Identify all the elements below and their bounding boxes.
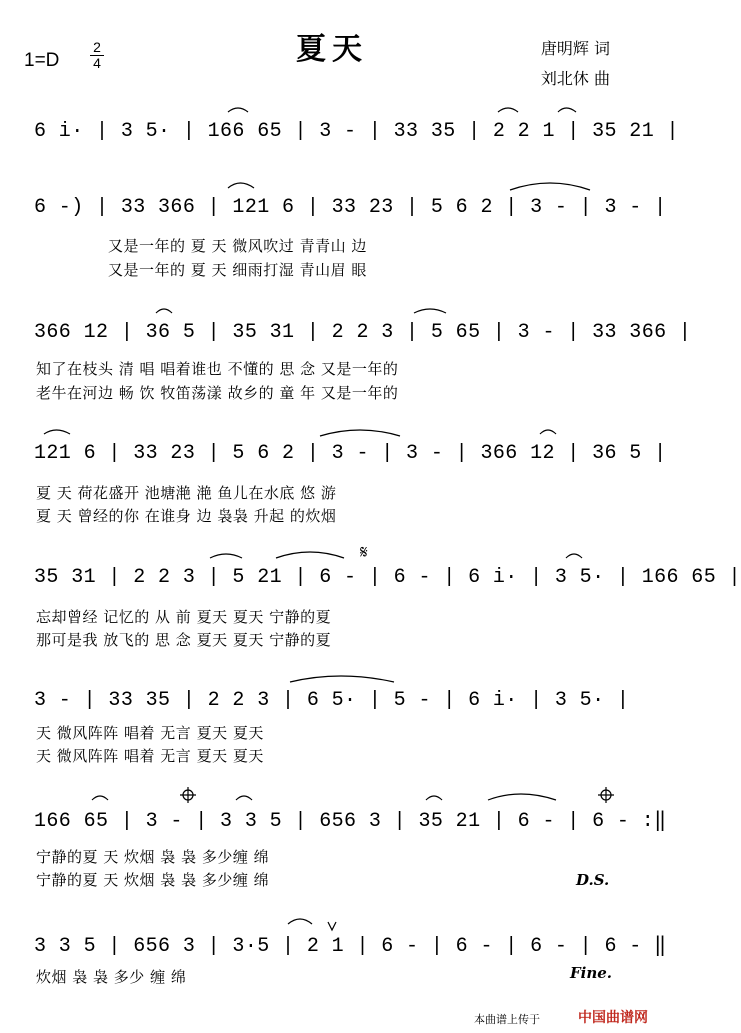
- lyrics-line-5a: 忘却曾经 记忆的 从 前 夏天 夏天 宁静的夏: [36, 608, 332, 626]
- notation-line-8: 3 3 5 | 656 3 | 3·5 | 2 1 | 6 - | 6 - | 6 - | 6 - ‖: [34, 935, 667, 958]
- page-title: 夏天: [296, 32, 368, 67]
- slur-mark: [566, 554, 582, 558]
- ds-marking: D.S.: [576, 871, 610, 889]
- slur-mark: [488, 794, 556, 800]
- slur-mark: [320, 430, 400, 436]
- slur-mark: [414, 309, 446, 313]
- slur-mark: [540, 430, 556, 434]
- footer-upload-text: 本曲谱上传于: [474, 1013, 540, 1026]
- slur-mark: [498, 108, 518, 112]
- breath-mark: [328, 922, 336, 930]
- lyrics-line-8: 炊烟 袅 袅 多少 缠 绵: [36, 968, 187, 986]
- fine-marking: Fine.: [570, 964, 613, 982]
- slur-mark: [288, 919, 312, 924]
- notation-line-4: 121 6 | 33 23 | 5 6 2 | 3 - | 3 - | 366 12 | 36 5 |: [34, 442, 667, 465]
- lyrics-line-3b: 老牛在河边 畅 饮 牧笛荡漾 故乡的 童 年 又是一年的: [36, 384, 399, 402]
- notation-line-2: 6 -) | 33 366 | 121 6 | 33 23 | 5 6 2 | 3 - | 3 - |: [34, 196, 667, 219]
- key-signature: 1=D: [24, 50, 60, 71]
- lyrics-line-7b: 宁静的夏 天 炊烟 袅 袅 多少缠 绵: [36, 871, 270, 889]
- slur-mark: [228, 183, 254, 188]
- slur-mark: [290, 676, 394, 682]
- lyrics-line-2a: 又是一年的 夏 天 微风吹过 青青山 边: [108, 237, 367, 255]
- slur-mark: [236, 796, 252, 800]
- slur-mark: [558, 108, 576, 112]
- composer-credit: 刘北休 曲: [540, 69, 610, 88]
- lyrics-line-3a: 知了在枝头 清 唱 唱着谁也 不懂的 思 念 又是一年的: [36, 360, 399, 378]
- slur-mark: [210, 554, 242, 558]
- lyrics-line-5b: 那可是我 放飞的 思 念 夏天 夏天 宁静的夏: [36, 631, 332, 649]
- lyrics-line-6b: 天 微风阵阵 唱着 无言 夏天 夏天: [36, 747, 264, 765]
- time-sig-top: 2: [93, 39, 101, 55]
- lyrics-line-6a: 天 微风阵阵 唱着 无言 夏天 夏天: [36, 724, 264, 742]
- slur-mark: [156, 309, 172, 313]
- notation-line-5: 35 31 | 2 2 3 | 5 21 | 6 - | 6 - | 6 i· | 3 5· | 166 65 |: [34, 566, 741, 589]
- notation-line-6: 3 - | 33 35 | 2 2 3 | 6 5· | 5 - | 6 i· | 3 5· |: [34, 689, 630, 712]
- slur-mark: [276, 552, 344, 558]
- notation-line-1: 6 i· | 3 5· | 166 65 | 3 - | 33 35 | 2 2 1 | 35 21 |: [34, 120, 679, 143]
- slur-mark: [44, 430, 70, 434]
- notation-line-3: 366 12 | 36 5 | 35 31 | 2 2 3 | 5 65 | 3 - | 33 366 |: [34, 321, 692, 344]
- time-sig-bottom: 4: [90, 55, 104, 71]
- lyricist-credit: 唐明辉 词: [540, 39, 610, 58]
- slur-mark: [92, 796, 108, 800]
- lyrics-line-7a: 宁静的夏 天 炊烟 袅 袅 多少缠 绵: [36, 848, 270, 866]
- slur-mark: [228, 108, 248, 112]
- lyrics-line-4b: 夏 天 曾经的你 在谁身 边 袅袅 升起 的炊烟: [36, 507, 337, 525]
- lyrics-line-2b: 又是一年的 夏 天 细雨打湿 青山眉 眼: [108, 261, 367, 279]
- site-logo: 中国曲谱网: [578, 1010, 648, 1026]
- notation-line-7: 166 65 | 3 - | 3 3 5 | 656 3 | 35 21 | 6 - | 6 - :‖: [34, 810, 667, 833]
- lyrics-line-4a: 夏 天 荷花盛开 池塘滟 滟 鱼儿在水底 悠 游: [36, 484, 337, 502]
- segno-symbol: 𝄋: [360, 542, 368, 563]
- slur-mark: [510, 183, 590, 190]
- slur-mark: [426, 796, 442, 800]
